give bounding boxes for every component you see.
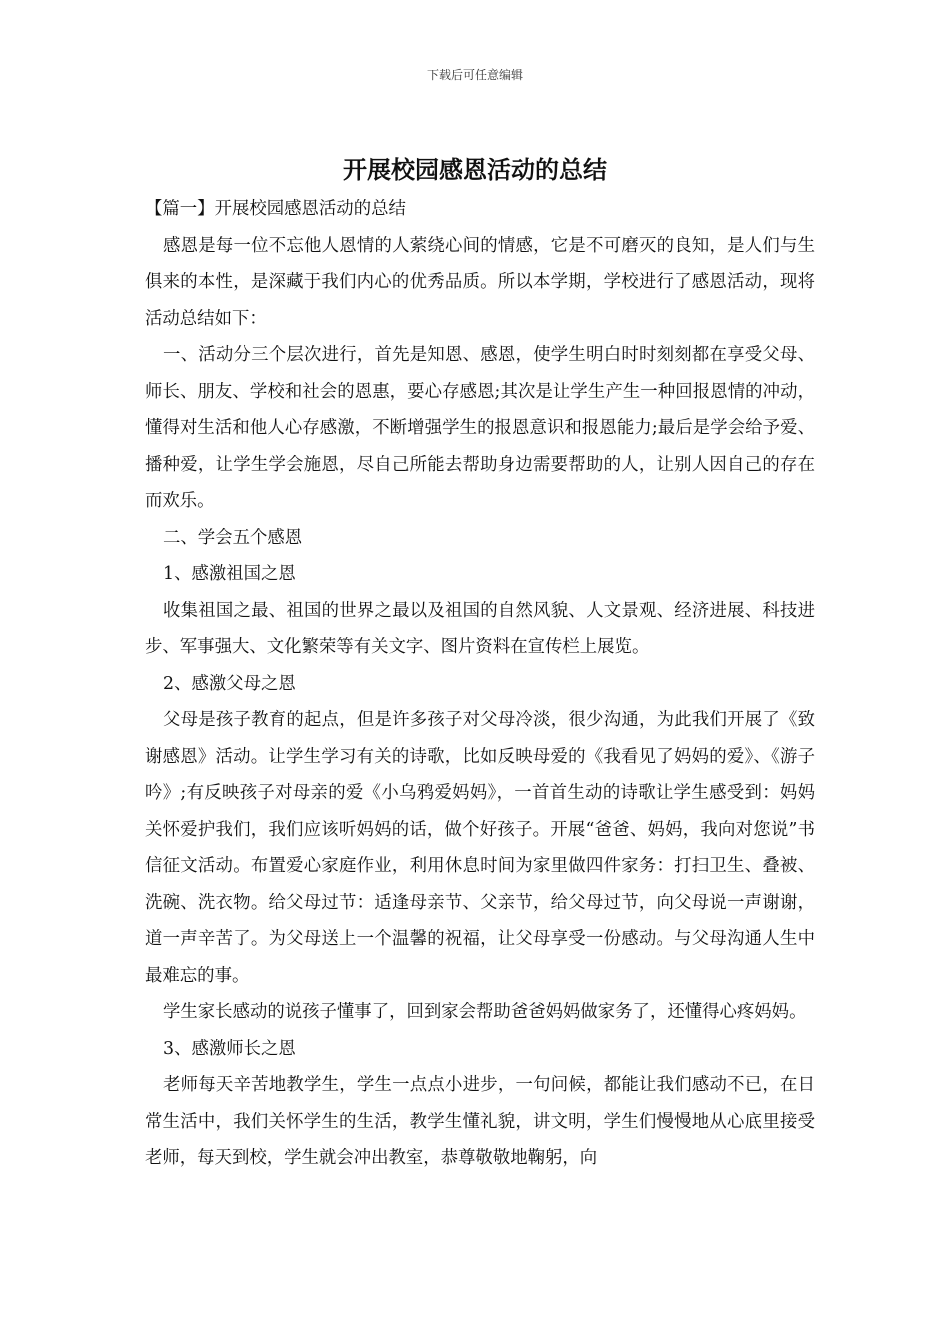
paragraph: 老师每天辛苦地教学生，学生一点点小进步，一句问候，都能让我们感动不已，在日常生活中，我们关怀学生的生活，教学生懂礼貌，讲文明，学生们慢慢地从心底里接受老师，每天到校，学生就会冲出教室，恭尊敬敬地鞠躬，向	[145, 1075, 815, 1168]
subsection-heading: 2、感激父母之恩	[163, 673, 296, 694]
subsection-heading: 1、感激祖国之恩	[163, 564, 296, 584]
page-header: 下载后可任意编辑	[426, 68, 523, 82]
paragraph: 收集祖国之最、祖国的世界之最以及祖国的自然风貌、人文景观、经济进展、科技进步、军事强大、文化繁荣等有关文字、图片资料在宣传栏上展览。	[145, 600, 815, 657]
paragraph: 一、活动分三个层次进行，首先是知恩、感恩，使学生明白时时刻刻都在享受父母、师长、朋友、学校和社会的恩惠，要心存感恩;其次是让学生产生一种回报恩情的冲动，懂得对生活和他人心存感激，不断增强学生的报恩意识和报恩能力;最后是学会给予爱、播种爱，让学生学会施恩，尽自己所能去帮助身边需要帮助的人，让别人因自己的存在而欢乐。	[145, 345, 815, 511]
subsection-heading: 3、感激师长之恩	[163, 1038, 296, 1059]
section-heading: 二、学会五个感恩	[163, 527, 303, 548]
section-heading: 【篇一】开展校园感恩活动的总结	[145, 199, 406, 219]
paragraph: 父母是孩子教育的起点，但是许多孩子对父母冷淡，很少沟通，为此我们开展了《致谢感恩》活动。让学生学习有关的诗歌，比如反映母爱的《我看见了妈妈的爱》、《游子吟》;有反映孩子对母亲的爱《小乌鸦爱妈妈》，一首首生动的诗歌让学生感受到：妈妈关怀爱护我们，我们应该听妈妈的话，做个好孩子。开展“爸爸、妈妈，我向对您说”书信征文活动。布置爱心家庭作业，利用休息时间为家里做四件家务：打扫卫生、叠被、洗碗、洗衣物。给父母过节：适逢母亲节、父亲节，给父母过节，向父母说一声谢谢，道一声辛苦了。为父母送上一个温馨的祝福，让父母享受一份感动。与父母沟通人生中最难忘的事。	[145, 710, 815, 986]
paragraph: 感恩是每一位不忘他人恩情的人萦绕心间的情感，它是不可磨灭的良知，是人们与生俱来的本性，是深藏于我们内心的优秀品质。所以本学期，学校进行了感恩活动，现将活动总结如下：	[145, 235, 815, 329]
document-body	[145, 191, 815, 1177]
document-title: 开展校园感恩活动的总结	[343, 155, 607, 184]
paragraph: 学生家长感动的说孩子懂事了，回到家会帮助爸爸妈妈做家务了，还懂得心疼妈妈。	[163, 1002, 807, 1022]
